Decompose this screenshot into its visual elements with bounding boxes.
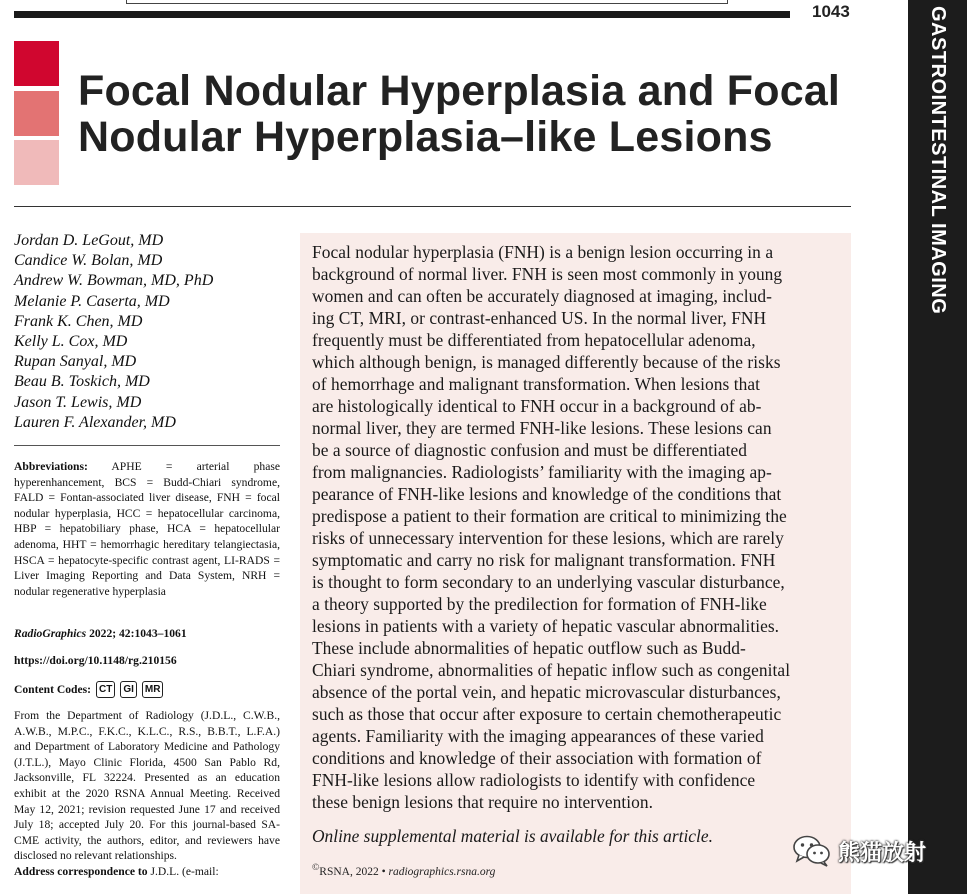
supplemental-note: Online supplemental material is available for this article. (312, 826, 713, 846)
abstract-line: of hemorrhage and malignant transformation. When lesions that (312, 374, 760, 394)
abstract-line: is thought to form secondary to an underlying vascular disturbance, (312, 572, 785, 592)
abstract-line: Chiari syndrome, abnormalities of hepatic inflow such as congenital (312, 660, 791, 680)
copyright-org: RSNA, 2022 (319, 865, 379, 878)
doi-link[interactable]: https://doi.org/10.1148/rg.210156 (14, 654, 177, 667)
abstract-line: are histologically identical to FNH occur in a background of ab- (312, 396, 762, 416)
wechat-icon (792, 834, 832, 868)
abstract-line: lesions in patients with a variety of hepatic vascular abnormalities. (312, 616, 780, 636)
abstract-line: background of normal liver. FNH is seen most commonly in young (312, 264, 783, 284)
abstract-line: women and can often be accurately diagnosed at imaging, includ- (312, 286, 772, 306)
color-swatch-light (14, 140, 59, 185)
author-name: Lauren F. Alexander, MD (14, 413, 176, 431)
content-codes (14, 681, 163, 698)
content-codes-label: Content Codes: (14, 683, 91, 696)
left-column-rule (14, 445, 280, 446)
abbreviations-block (14, 459, 280, 599)
author-name: Frank K. Chen, MD (14, 312, 143, 330)
abstract-line: normal liver, they are termed FNH-like lesions. These lesions can (312, 418, 772, 438)
section-tab-label: GASTROINTESTINAL IMAGING (927, 6, 949, 315)
color-swatch-dark (14, 41, 59, 86)
citation (14, 627, 187, 640)
abbreviations-label: Abbreviations: (14, 460, 88, 473)
author-name: Melanie P. Caserta, MD (14, 292, 170, 310)
abstract-line: agents. Familiarity with the imaging appearances of these varied (312, 726, 764, 746)
author-name: Beau B. Toskich, MD (14, 373, 150, 391)
affiliation-block (14, 708, 280, 880)
header-rule (14, 11, 790, 18)
address-label: Address correspondence to (14, 864, 148, 878)
affiliation-text: From the Department of Radiology (J.D.L., C.W.B., A.W.B., M.P.C., F.K.C., K.L.C., R.S., B.B.T., L.F.A.) and Department of Laboratory Medicine and Pathology (J.T.L.), Mayo Clinic Florida, 4500 San Pablo Rd, Jacksonville, FL 32224. Presented as an education exhibit at the 2020 RSNA Annual Meeting. Received May 12, 2021; revision requested June 17 and received July 18; accepted July 20. For this journal-based SA-CME activity, the authors, editor, and reviewers have disclosed no relevant relationships. (14, 709, 280, 863)
journal-site-link[interactable]: radiographics.rsna.org (388, 865, 496, 878)
copyright-line: ©RSNA, 2022 • radiographics.rsna.org (312, 862, 496, 878)
author-name: Jason T. Lewis, MD (14, 393, 142, 411)
content-code-ct: CT (96, 681, 115, 698)
author-name: Jordan D. LeGout, MD (14, 232, 164, 249)
author-name: Andrew W. Bowman, MD, PhD (14, 272, 214, 290)
top-frame (126, 0, 728, 4)
abstract-line: be a source of diagnostic confusion and must be differentiated (312, 440, 747, 460)
watermark-text: 熊猫放射 (838, 840, 927, 866)
abstract-line: risks of unnecessary intervention for these lesions, which are rarely (312, 528, 784, 548)
abstract-line: conditions and knowledge of their association with formation of (312, 748, 762, 768)
author-name: Rupan Sanyal, MD (14, 353, 137, 371)
content-code-mr: MR (142, 681, 164, 698)
abstract-line: pearance of FNH-like lesions and knowledge of the conditions that (312, 484, 782, 504)
abstract-line: symptomatic and carry no risk for malignant transformation. FNH (312, 550, 776, 570)
abstract-line: Focal nodular hyperplasia (FNH) is a benign lesion occurring in a (312, 242, 774, 262)
author-name: Kelly L. Cox, MD (14, 333, 128, 351)
abstract-line: absence of the portal vein, and hepatic microvascular disturbances, (312, 682, 781, 702)
abstract-line: from malignancies. Radiologists’ familiarity with the imaging ap- (312, 462, 772, 482)
abstract-line: FNH-like lesions allow radiologists to identify with confidence (312, 770, 756, 790)
watermark (792, 834, 926, 868)
page-number: 1043 (812, 2, 850, 21)
color-swatch-mid (14, 91, 59, 136)
abstract-text (312, 241, 846, 813)
abstract-line: these benign lesions that require no intervention. (312, 792, 654, 812)
abstract-line: predispose a patient to their formation are critical to minimizing the (312, 506, 787, 526)
content-code-gi: GI (120, 681, 137, 698)
abbreviations-text: APHE = arterial phase hyperenhancement, BCS = Budd-Chiari syndrome, FALD = Fontan-associated liver disease, FNH = focal nodular hyperplasia, HCC = hepatocellular carcinoma, HBP = hepatobiliary phase, HCA = hepatocellular adenoma, HHT = hemorrhagic hereditary telangiectasia, HSCA = hepatocyte-specific contrast agent, LI-RADS = Liver Imaging Reporting and Data System, NRH = nodular regenerative hyperplasia (14, 460, 280, 598)
abstract-line: which although benign, is managed differently because of the risks (312, 352, 781, 372)
author-list (14, 231, 284, 433)
abstract-line: ing CT, MRI, or contrast-enhanced US. In the normal liver, FNH (312, 308, 767, 328)
abstract-line: a theory supported by the predilection for formation of FNH-like (312, 594, 767, 614)
author-name: Candice W. Bolan, MD (14, 252, 163, 270)
citation-journal: RadioGraphics (14, 627, 87, 640)
citation-details: 2022; 42:1043–1061 (89, 627, 187, 640)
abstract-line: such as those that occur after exposure to certain chemotherapeutic (312, 704, 782, 724)
address-text: J.D.L. (e-mail: (150, 864, 219, 878)
abstract-line: These include abnormalities of hepatic outflow such as Budd- (312, 638, 746, 658)
abstract-line: frequently must be differentiated from hepatocellular adenoma, (312, 330, 756, 350)
article-title: Focal Nodular Hyperplasia and Focal Nodular Hyperplasia–like Lesions (78, 67, 841, 161)
title-rule (14, 206, 851, 207)
